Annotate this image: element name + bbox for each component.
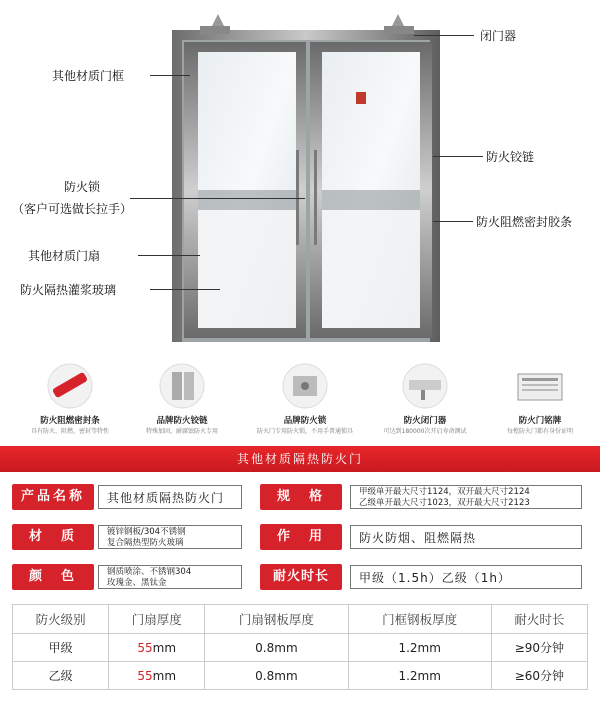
- fire-grade-table: [12, 604, 588, 690]
- function-value: 防火防烟、阻燃隔热: [350, 525, 582, 549]
- table-header: 耐火时长: [491, 605, 587, 634]
- table-row: [13, 634, 588, 662]
- feature-label: 品牌防火铰链: [156, 416, 208, 426]
- time-tag: 耐火时长: [260, 564, 342, 590]
- leaf-thickness-cell: [109, 634, 205, 662]
- callout-glass: 防火隔热灌浆玻璃: [20, 283, 117, 297]
- callout-seal: 防火阻燃密封胶条: [476, 215, 573, 229]
- table-header: 门扇厚度: [109, 605, 205, 634]
- feature-closer: [365, 362, 485, 435]
- function-tag: 作 用: [260, 524, 342, 550]
- feature-sub: 防火门专用防火锁，不用手普通锁具: [256, 428, 353, 435]
- hinge-icon: [122, 362, 242, 410]
- product-banner: 其他材质隔热防火门: [0, 446, 600, 472]
- time-value: 甲级（1.5h）乙级（1h）: [350, 565, 582, 589]
- table-header: 门框钢板厚度: [348, 605, 491, 634]
- feature-label: 防火门铭牌: [518, 416, 562, 426]
- table-header: 防火级别: [13, 605, 109, 634]
- door-closer-icon: [365, 362, 485, 410]
- size-tag: 规 格: [260, 484, 342, 510]
- material-value: [98, 525, 242, 549]
- feature-hinge: [122, 362, 242, 435]
- material-line: 镀锌钢板/304不锈钢: [107, 527, 186, 537]
- feature-label: 防火阻燃密封条: [40, 416, 100, 426]
- size-value: [350, 485, 582, 509]
- feature-nameplate: [480, 362, 600, 435]
- name-tag: 产品名称: [12, 484, 94, 510]
- color-value: [98, 565, 242, 589]
- color-line: 钢质喷涂、不锈钢304: [107, 567, 192, 577]
- plate-thickness-cell: 0.8mm: [205, 662, 348, 690]
- grade-cell: 甲级: [13, 634, 109, 662]
- callout-leaf: 其他材质门扇: [28, 249, 101, 263]
- feature-sub: 每樘防火门都有身份证明: [506, 428, 573, 435]
- leaf-thickness-cell: [109, 662, 205, 690]
- table-header-row: [13, 605, 588, 634]
- size-line: 甲级单开最大尺寸1124，双开最大尺寸2124: [359, 487, 530, 497]
- name-value: 其他材质隔热防火门: [98, 485, 242, 509]
- callout-closer: 闭门器: [480, 29, 517, 43]
- feature-seal: [10, 362, 130, 435]
- grade-cell: 乙级: [13, 662, 109, 690]
- feature-sub: 可达到180000次开启寿命测试: [383, 428, 467, 435]
- feature-sub: 具有防火、阻燃、密封等特性: [30, 428, 109, 435]
- table-row: [13, 662, 588, 690]
- callout-lock: 防火锁: [64, 180, 101, 194]
- material-tag: 材 质: [12, 524, 94, 550]
- leaf-thickness-number: 55: [137, 668, 153, 683]
- feature-lock: [245, 362, 365, 435]
- seal-strip-icon: [10, 362, 130, 410]
- frame-thickness-cell: 1.2mm: [348, 634, 491, 662]
- leaf-thickness-number: 55: [137, 640, 153, 655]
- leaf-thickness-unit: mm: [152, 668, 177, 683]
- feature-sub: 特殊加固，耐腐蚀防火专用: [145, 428, 218, 435]
- color-line: 玫瑰金、黑钛金: [107, 578, 167, 588]
- fire-time-cell: ≥90分钟: [491, 634, 587, 662]
- leaf-thickness-unit: mm: [152, 640, 177, 655]
- feature-label: 防火闭门器: [403, 416, 447, 426]
- material-line: 复合隔热型防火玻璃: [107, 538, 184, 548]
- size-line: 乙级单开最大尺寸1023，双开最大尺寸2123: [359, 498, 530, 508]
- plate-thickness-cell: 0.8mm: [205, 634, 348, 662]
- callout-lock-note: （客户可选做长拉手）: [12, 202, 133, 216]
- table-header: 门扇钢板厚度: [205, 605, 348, 634]
- nameplate-icon: [480, 362, 600, 410]
- fire-time-cell: ≥60分钟: [491, 662, 587, 690]
- color-tag: 颜 色: [12, 564, 94, 590]
- frame-thickness-cell: 1.2mm: [348, 662, 491, 690]
- feature-label: 品牌防火锁: [283, 416, 327, 426]
- lock-icon: [245, 362, 365, 410]
- callout-frame: 其他材质门框: [52, 69, 125, 83]
- callout-hinge: 防火铰链: [486, 150, 535, 164]
